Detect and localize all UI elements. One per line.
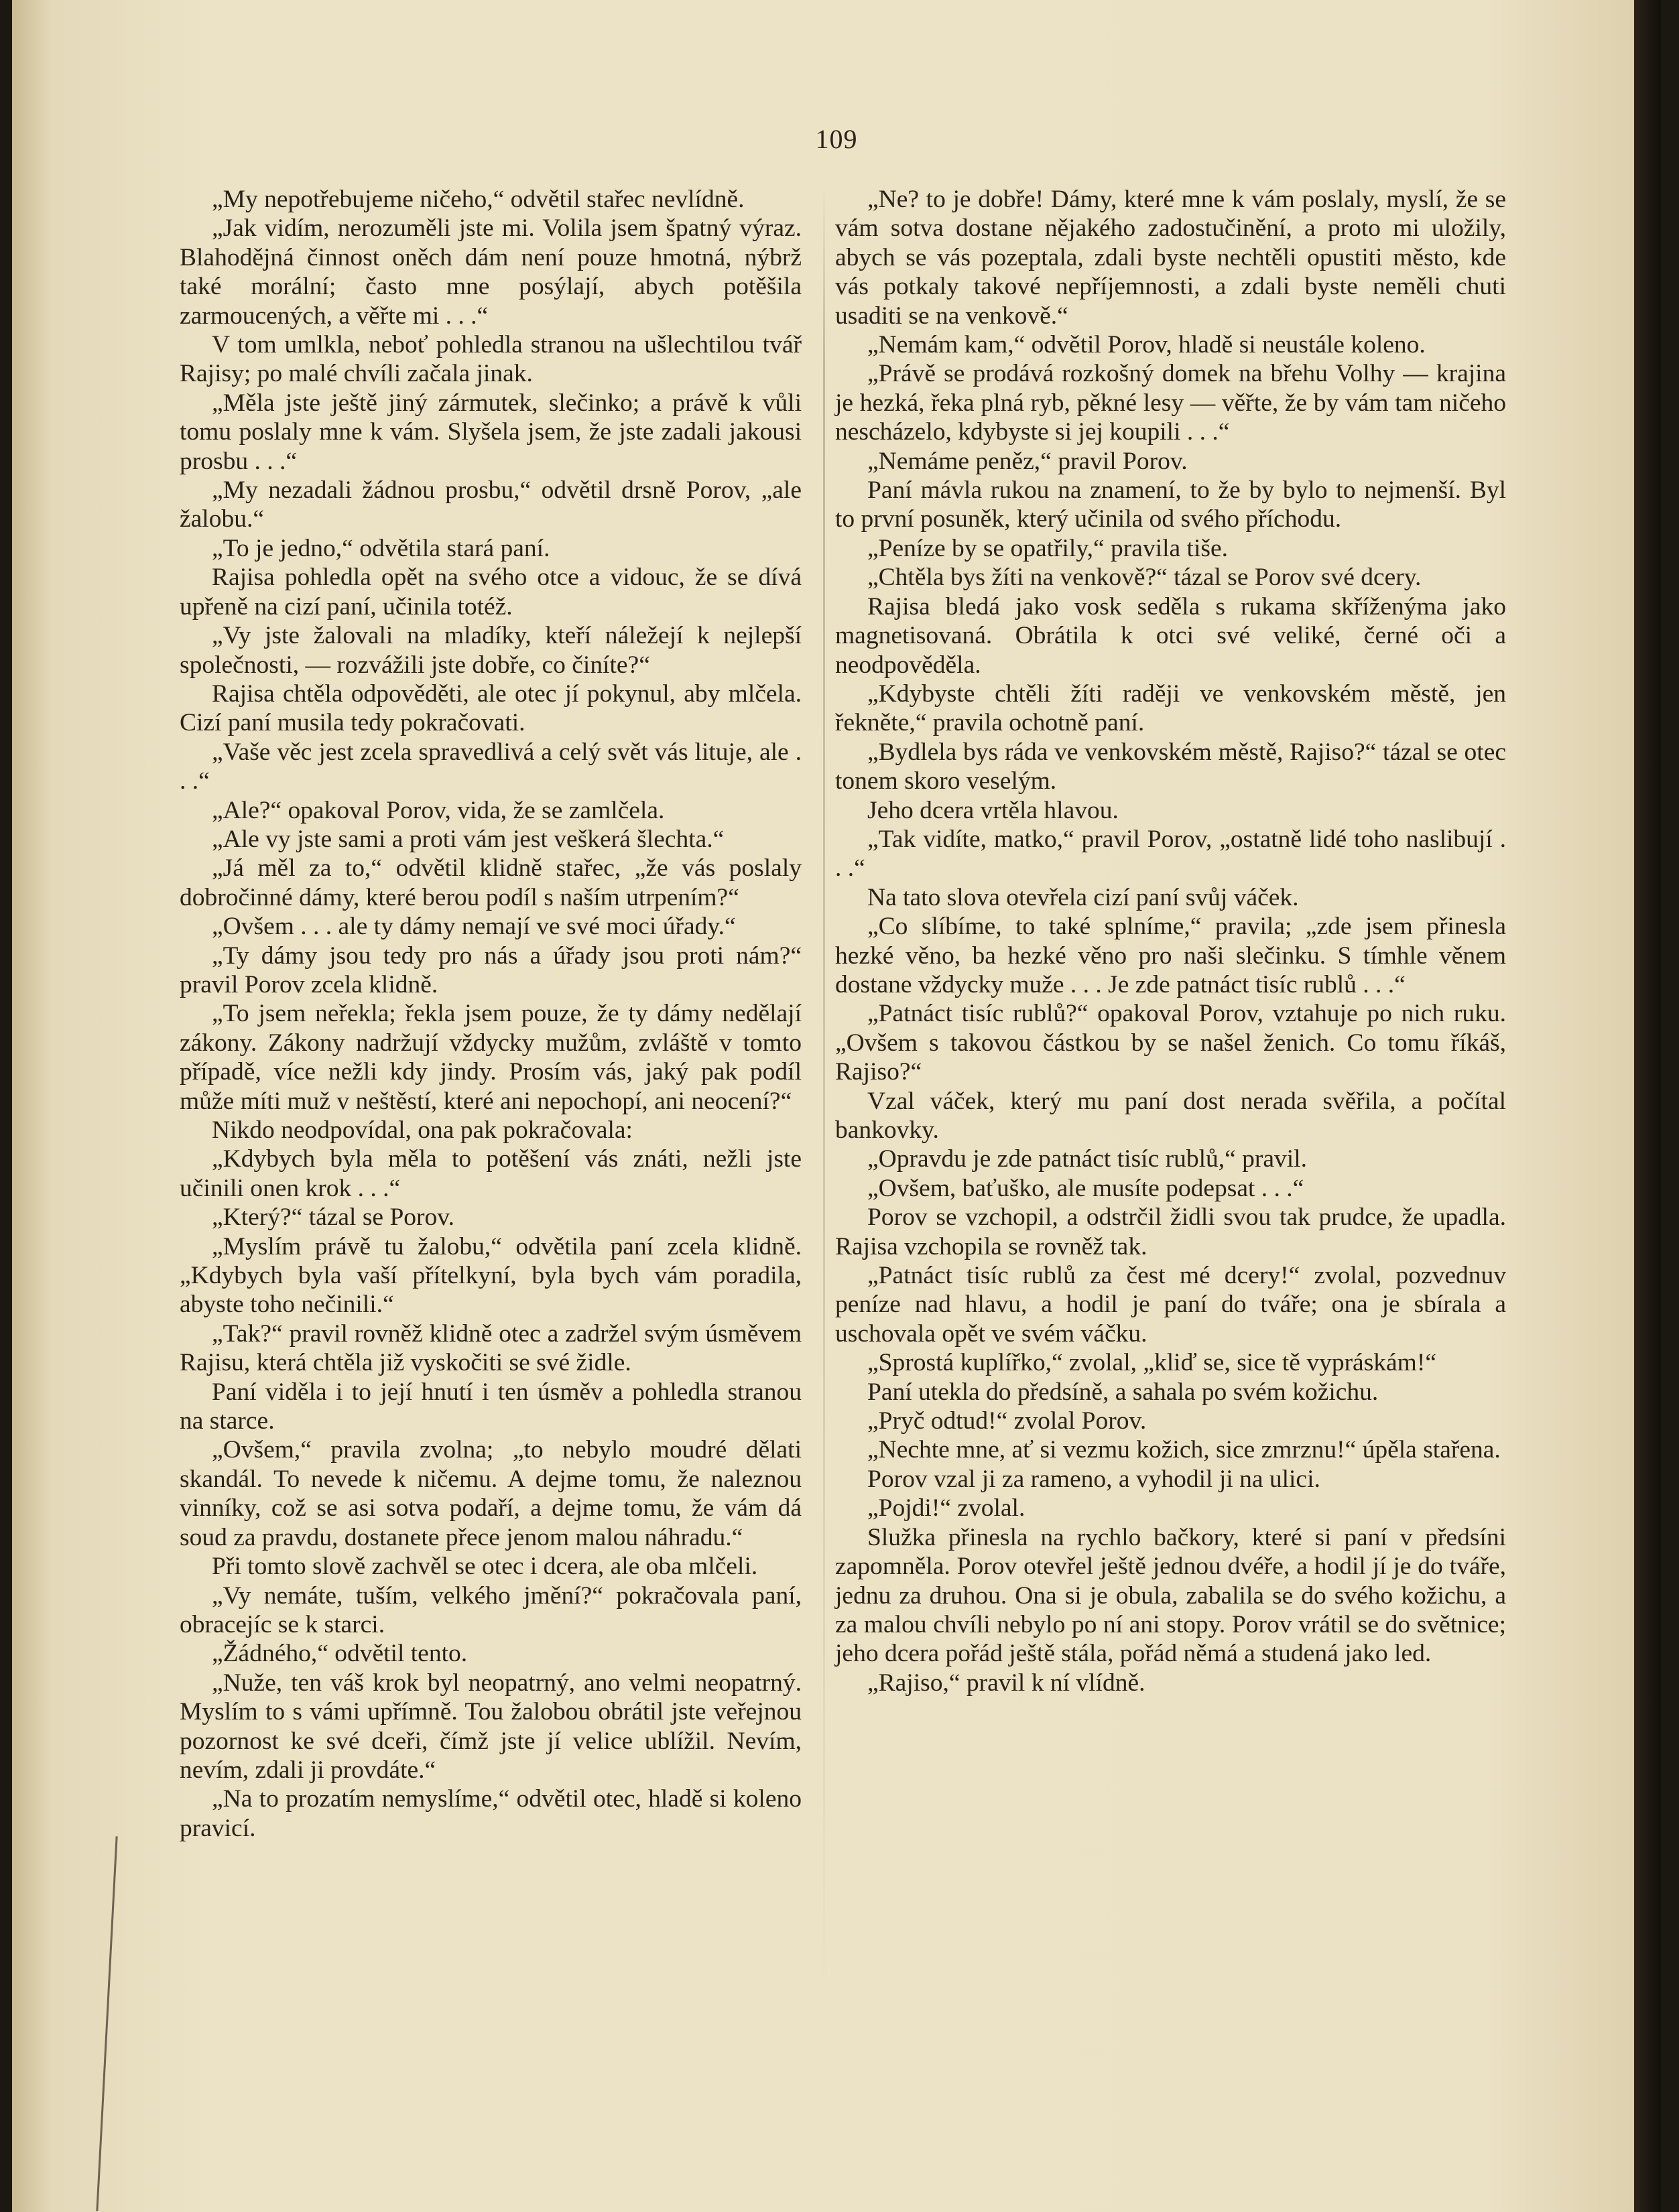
paragraph: Při tomto slově zachvěl se otec i dcera, ale oba mlčeli. <box>212 1553 758 1581</box>
paragraph: „Sprostá kuplířko,“ zvolal, „kliď se, sice tě vypráskám!“ <box>867 1349 1436 1377</box>
right-text-column <box>835 185 1506 1697</box>
paragraph: Paní mávla rukou na znamení, to že by bylo to nejmenší. Byl to první posuněk, který učinila od svého příchodu. <box>835 476 1506 533</box>
paragraph: „Nemám kam,“ odvětil Porov, hladě si neustále koleno. <box>867 331 1426 359</box>
paragraph: Na tato slova otevřela cizí paní svůj váček. <box>867 883 1299 911</box>
paragraph: „Ovšem, baťuško, ale musíte podepsat . . .“ <box>867 1174 1304 1202</box>
paragraph: Jeho dcera vrtěla hlavou. <box>867 796 1119 824</box>
paragraph: „Kdybyste chtěli žíti raději ve venkovském městě, jen řekněte,“ pravila ochotně paní. <box>835 679 1506 737</box>
paragraph: „Chtěla bys žíti na venkově?“ tázal se Porov své dcery. <box>867 564 1422 592</box>
paragraph: „Nechte mne, ať si vezmu kožich, sice zmrznu!“ úpěla stařena. <box>867 1436 1501 1464</box>
paragraph: „Jak vidím, nerozuměli jste mi. Volila jsem špatný výraz. Blahodějná činnost oněch dám není pouze hmotná, nýbrž také morální; často mne posýlají, abych potěšila zarmoucených, a věřte mi . . .“ <box>180 214 802 330</box>
paragraph: „Opravdu je zde patnáct tisíc rublů,“ pravil. <box>867 1145 1307 1173</box>
paragraph: „Měla jste ještě jiný zármutek, slečinko; a právě k vůli tomu poslaly mne k vám. Slyšela jsem, že jste zadali jakousi prosbu . . .“ <box>180 389 802 475</box>
paragraph: „My nezadali žádnou prosbu,“ odvětil drsně Porov, „ale žalobu.“ <box>180 476 802 533</box>
paragraph: „Ty dámy jsou tedy pro nás a úřady jsou proti nám?“ pravil Porov zcela klidně. <box>180 941 802 998</box>
paragraph: „Vy jste žalovali na mladíky, kteří náležejí k nejlepší společnosti, — rozvážili jste dobře, co činíte?“ <box>180 622 802 679</box>
page-crease-line <box>96 1836 117 2211</box>
paragraph: „Patnáct tisíc rublů?“ opakoval Porov, vztahuje po nich ruku. „Ovšem s takovou částkou by se našel ženich. Co tomu říkáš, Rajiso?“ <box>835 1000 1506 1086</box>
paragraph: „Ne? to je dobře! Dámy, které mne k vám poslaly, myslí, že se vám sotva dostane nějakého zadostučinění, a proto mi uložily, abych se vás pozeptala, zdali byste nechtěli opustiti město, kde vás potkaly takové nepříjemnosti, a zdali byste neměli chuti usaditi se na venkově.“ <box>835 186 1506 330</box>
paragraph: „Nemáme peněz,“ pravil Porov. <box>867 447 1188 475</box>
paragraph: „Ovšem,“ pravila zvolna; „to nebylo moudré dělati skandál. To nevede k ničemu. A dejme tomu, že naleznou vinníky, což se asi sotva podaří, a dejme tomu, že vám dá soud za pravdu, dostanete přece jenom malou náhradu.“ <box>180 1436 802 1551</box>
left-text-column <box>180 185 802 1843</box>
paragraph: „Tak vidíte, matko,“ pravil Porov, „ostatně lidé toho naslibují . . .“ <box>835 825 1506 883</box>
paragraph: Porov se vzchopil, a odstrčil židli svou tak prudce, že upadla. Rajisa vzchopila se rovněž tak. <box>835 1203 1506 1260</box>
paragraph: „Který?“ tázal se Porov. <box>212 1203 454 1232</box>
paragraph: „Pryč odtud!“ zvolal Porov. <box>867 1407 1147 1435</box>
paragraph: „Vy nemáte, tuším, velkého jmění?“ pokračovala paní, obracejíc se k starci. <box>180 1581 802 1638</box>
paragraph: „Já měl za to,“ odvětil klidně stařec, „že vás poslaly dobročinné dámy, které berou podíl s naším utrpením?“ <box>180 854 802 911</box>
paragraph: „Právě se prodává rozkošný domek na břehu Volhy — krajina je hezká, řeka plná ryb, pěkné lesy — věřte, že by vám tam ničeho nescházelo, kdybyste si jej koupili . . .“ <box>835 360 1506 446</box>
paragraph: „Kdybych byla měla to potěšení vás znáti, nežli jste učinili onen krok . . .“ <box>180 1145 802 1202</box>
paragraph: Rajisa chtěla odpověděti, ale otec jí pokynul, aby mlčela. Cizí paní musila tedy pokračovati. <box>180 679 802 737</box>
paragraph: „To je jedno,“ odvětila stará paní. <box>212 534 550 562</box>
paragraph: Vzal váček, který mu paní dost nerada svěřila, a počítal bankovky. <box>835 1087 1506 1144</box>
paragraph: „Pojdi!“ zvolal. <box>867 1494 1025 1522</box>
paragraph: „Vaše věc jest zcela spravedlivá a celý svět vás lituje, ale . . .“ <box>180 738 802 795</box>
column-gutter <box>823 188 825 1997</box>
paragraph: „Peníze by se opatřily,“ pravila tiše. <box>867 534 1229 562</box>
paragraph: „Ovšem . . . ale ty dámy nemají ve své moci úřady.“ <box>212 913 736 941</box>
paragraph: „Žádného,“ odvětil tento. <box>212 1640 468 1668</box>
paragraph: „Patnáct tisíc rublů za čest mé dcery!“ zvolal, pozvednuv peníze nad hlavu, a hodil je paní do tváře; ona je sbírala a uschovala opět ve svém váčku. <box>835 1262 1506 1348</box>
paragraph: Služka přinesla na rychlo bačkory, které si paní v předsíni zapomněla. Porov otevřel ještě jednou dvéře, a hodil jí je do tváře, jednu za druhou. Ona si je obula, zabalila se do svého kožichu, a za malou chvíli nebylo po ní ani stopy. Porov vrátil se do světnice; jeho dcera pořád ještě stála, pořád němá a studená jako led. <box>835 1523 1506 1668</box>
paragraph: „Na to prozatím nemyslíme,“ odvětil otec, hladě si koleno pravicí. <box>180 1785 802 1842</box>
paragraph: Paní viděla i to její hnutí i ten úsměv a pohledla stranou na starce. <box>180 1378 802 1435</box>
paragraph: „Ale?“ opakoval Porov, vida, že se zamlčela. <box>212 796 665 824</box>
paragraph: „Myslím právě tu žalobu,“ odvětila paní zcela klidně. „Kdybych byla vaší přítelkyní, byla bych vám poradila, abyste toho nečinili.“ <box>180 1232 802 1319</box>
paragraph: „Rajiso,“ pravil k ní vlídně. <box>867 1669 1145 1697</box>
paragraph: Rajisa bledá jako vosk seděla s rukama skříženýma jako magnetisovaná. Obrátila k otci své veliké, černé oči a neodpověděla. <box>835 592 1506 679</box>
book-page <box>12 0 1661 2212</box>
paragraph: „Nuže, ten váš krok byl neopatrný, ano velmi neopatrný. Myslím to s vámi upřímně. Tou žalobou obrátil jste veřejnou pozornost ke své dceři, čímž jste jí velice ublížil. Nevím, nevím, zdali ji provdáte.“ <box>180 1669 802 1784</box>
paragraph: Rajisa pohledla opět na svého otce a vidouc, že se dívá upřeně na cizí paní, učinila totéž. <box>180 564 802 621</box>
paragraph: V tom umlkla, neboť pohledla stranou na ušlechtilou tvář Rajisy; po malé chvíli začala jinak. <box>180 331 802 388</box>
paragraph: „To jsem neřekla; řekla jsem pouze, že ty dámy nedělají zákony. Zákony nadržují vždycky mužům, zvláště v tomto případě, více nežli kdy jindy. Prosím vás, jaký pak podíl může míti muž v neštěstí, které ani nepochopí, ani neocení?“ <box>180 1000 802 1115</box>
paragraph: „My nepotřebujeme ničeho,“ odvětil stařec nevlídně. <box>212 186 745 213</box>
paragraph: Porov vzal ji za rameno, a vyhodil ji na ulici. <box>867 1465 1320 1493</box>
paragraph: Nikdo neodpovídal, ona pak pokračovala: <box>212 1116 633 1144</box>
scan-edge-shadow <box>1634 0 1661 2212</box>
paragraph: Paní utekla do předsíně, a sahala po svém kožichu. <box>867 1378 1379 1406</box>
paragraph: „Ale vy jste sami a proti vám jest veškerá šlechta.“ <box>212 825 725 853</box>
page-number: 109 <box>815 124 858 154</box>
paragraph: „Bydlela bys ráda ve venkovském městě, Rajiso?“ tázal se otec tonem skoro veselým. <box>835 738 1506 795</box>
paragraph: „Co slíbíme, to také splníme,“ pravila; „zde jsem přinesla hezké věno, ba hezké věno pro naši slečinku. S tímhle věnem dostane vždycky muže . . . Je zde patnáct tisíc rublů . . .“ <box>835 913 1506 998</box>
paragraph: „Tak?“ pravil rovněž klidně otec a zadržel svým úsměvem Rajisu, která chtěla již vyskočiti se své židle. <box>180 1319 802 1377</box>
